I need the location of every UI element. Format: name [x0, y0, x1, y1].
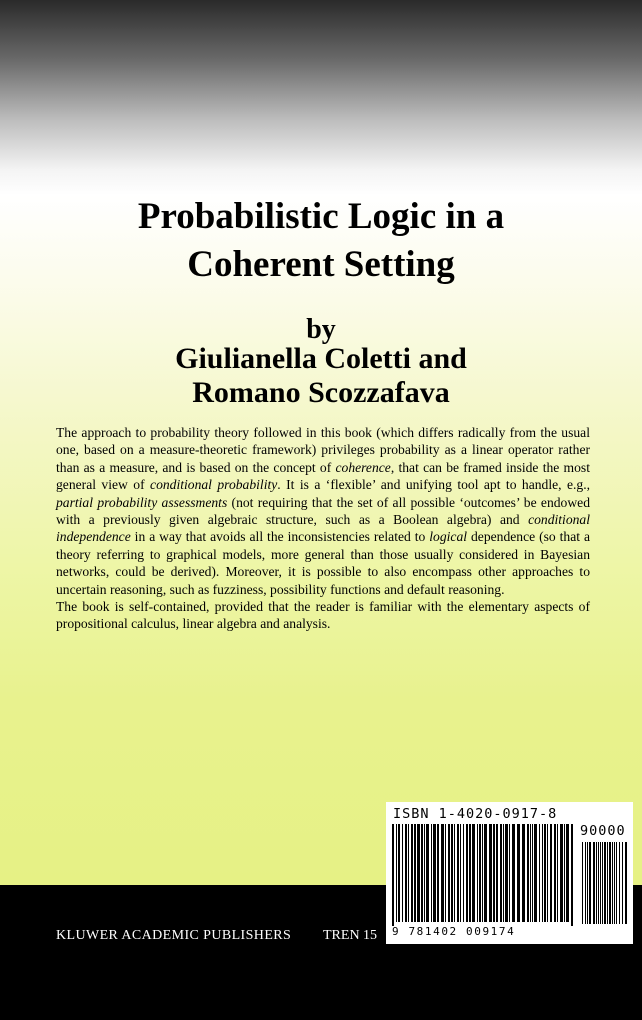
barcode-icon	[392, 824, 628, 927]
blurb-text-run: The approach to probability theory followed in this book (which differs radically from the usual one, based on a measure-theoretic framework) privileges probability as a linear operator rather than as a measure, and is based on the concept of	[56, 425, 590, 475]
barcode-addon-bar	[585, 842, 586, 924]
barcode-addon-bar	[587, 842, 588, 924]
barcode-addon-bar	[616, 842, 617, 924]
publisher-name: KLUWER ACADEMIC PUBLISHERS	[56, 928, 292, 943]
barcode-bar	[469, 824, 471, 922]
ean-digits: 9 781402 009174	[392, 925, 516, 938]
blurb-italic-term: partial probability assessments	[56, 494, 228, 510]
barcode-bar	[489, 824, 492, 922]
blurb	[56, 424, 590, 633]
barcode-bar	[503, 824, 504, 922]
barcode-bar	[544, 824, 546, 922]
barcode-bar	[542, 824, 543, 922]
barcode-bar	[505, 824, 508, 922]
authors	[0, 342, 642, 410]
barcode-bar	[421, 824, 423, 922]
blurb-paragraph-1	[56, 424, 590, 598]
barcode-addon-bar	[604, 842, 606, 924]
price-code: 90000	[580, 823, 626, 839]
authors-line-1: Giulianella Coletti and	[175, 342, 467, 375]
barcode-bar	[460, 824, 461, 922]
barcode-bar	[417, 824, 420, 922]
barcode-bar	[402, 824, 403, 922]
barcode-bar	[414, 824, 416, 922]
barcode-addon-bar	[622, 842, 623, 924]
barcode-bar	[411, 824, 413, 922]
blurb-text-run: . It is a ‘flexible’ and unifying tool apt to handle, e.g.,	[277, 477, 590, 493]
series-code: TREN 15	[323, 928, 378, 943]
barcode-addon-bar	[614, 842, 615, 924]
blurb-text-run: (not requiring that the set of all possible ‘outcomes’ be endowed with a previously given algebraic structure, such as a Boolean algebra) and	[56, 494, 590, 528]
barcode-bar	[431, 824, 432, 922]
barcode-addon-bar	[612, 842, 613, 924]
barcode-bar	[426, 824, 429, 922]
barcode-addon-bar	[619, 842, 620, 924]
barcode-bar	[493, 824, 495, 922]
blurb-italic-term: logical	[429, 529, 468, 545]
blurb-italic-term: conditional probability	[150, 477, 278, 493]
barcode-bar	[550, 824, 552, 922]
barcode-addon-bar	[600, 842, 601, 924]
barcode-bar	[532, 824, 533, 922]
barcode-bar	[534, 824, 537, 922]
barcode-bar	[560, 824, 563, 922]
barcode-addon-bar	[602, 842, 603, 924]
authors-line-2: Romano Scozzafava	[192, 376, 450, 409]
barcode-addon-bar	[589, 842, 591, 924]
barcode-bar	[463, 824, 464, 922]
barcode-bar	[517, 824, 520, 922]
barcode-bar	[509, 824, 510, 922]
barcode-bar	[437, 824, 439, 922]
blurb-text-run: in a way that avoids all the inconsistencies related to	[130, 529, 430, 545]
barcode-bar	[457, 824, 459, 922]
blurb-paragraph-2: The book is self-contained, provided that the reader is familiar with the elementary aspects of propositional calculus, linear algebra and analysis.	[56, 599, 590, 632]
isbn-label: ISBN 1-4020-0917-8	[393, 806, 558, 822]
barcode-bar	[424, 824, 425, 922]
barcode-bar	[482, 824, 483, 922]
barcode-bar	[472, 824, 475, 922]
barcode-addon-bar	[607, 842, 608, 924]
barcode-bar	[392, 824, 394, 926]
barcode-bar	[566, 824, 569, 922]
barcode-bar	[539, 824, 540, 922]
blurb-text-run: , that can be framed inside the most general view of	[56, 459, 590, 493]
barcode-bar	[451, 824, 453, 922]
barcode-bar	[479, 824, 481, 922]
barcode-bar	[557, 824, 558, 922]
barcode-bar	[522, 824, 525, 922]
barcode-bar	[547, 824, 548, 922]
barcode-addon-bar	[625, 842, 627, 924]
barcode-bar	[396, 824, 397, 922]
barcode-bar	[512, 824, 515, 922]
by-label: by	[306, 314, 336, 345]
barcode-bar	[500, 824, 502, 922]
barcode-addon-bar	[596, 842, 597, 924]
barcode-addon-bar	[609, 842, 611, 924]
book-title	[0, 193, 642, 289]
blurb-italic-term: coherence	[335, 459, 391, 475]
barcode-addon-bar	[598, 842, 599, 924]
barcode-bar	[564, 824, 565, 922]
barcode-bar	[571, 824, 573, 926]
barcode-bar	[554, 824, 556, 922]
barcode-bar	[454, 824, 455, 922]
barcode-bar	[398, 824, 400, 922]
barcode-addon-bar	[593, 842, 595, 924]
blurb-italic-term: conditional independence	[56, 512, 590, 545]
title-line-1: Probabilistic Logic in a	[137, 196, 505, 237]
barcode-bar	[530, 824, 531, 922]
title-line-2: Coherent Setting	[187, 244, 455, 285]
blurb-text-run: dependence (so that a theory referring to graphical models, more general than those usually considered in Bayesian networks, could be derived). Moreover, it is possible to also encompass other approaches to uncertain reasoning, such as fuzziness, possibility functions and default reasoning.	[56, 529, 590, 597]
barcode-bar	[448, 824, 450, 922]
barcode-bar	[433, 824, 436, 922]
barcode-bar	[405, 824, 407, 922]
barcode-bar	[496, 824, 498, 922]
barcode-bar	[477, 824, 478, 922]
barcode-bar	[466, 824, 468, 922]
barcode-bar	[484, 824, 487, 922]
barcode-bar	[408, 824, 409, 922]
barcode-bar	[527, 824, 529, 922]
barcode-bar	[441, 824, 444, 922]
barcode-addon-bar	[582, 842, 583, 924]
barcode-bar	[445, 824, 446, 922]
